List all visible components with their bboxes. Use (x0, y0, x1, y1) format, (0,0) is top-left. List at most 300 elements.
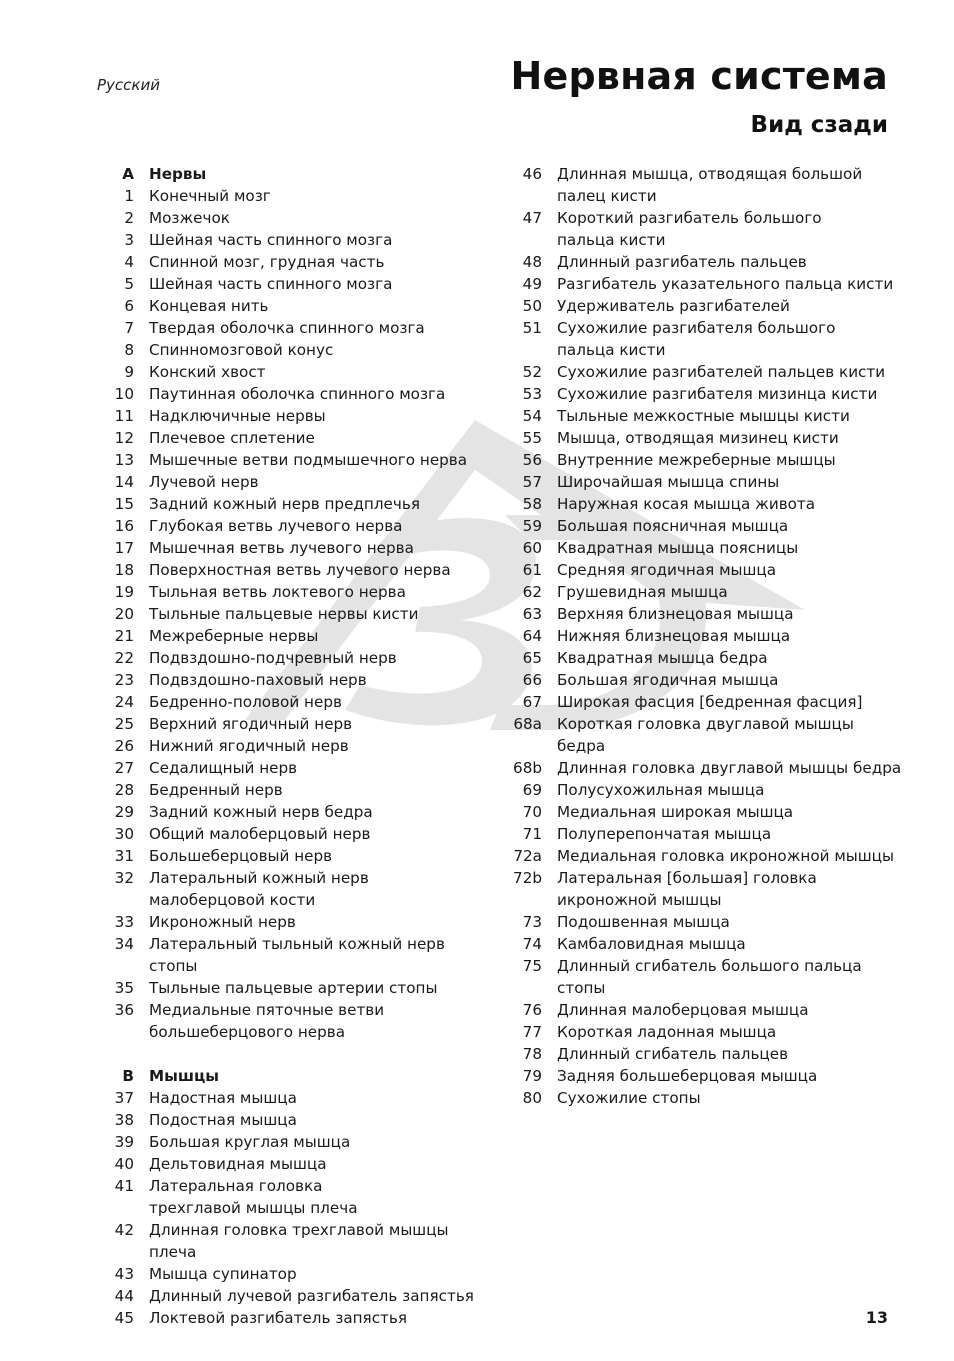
legend-text (149, 581, 497, 603)
legend-item (97, 339, 497, 361)
legend-text (149, 317, 497, 339)
legend-text (557, 669, 905, 691)
legend-text (557, 515, 905, 537)
legend-text-line: Широкая фасция [бедренная фасция] (557, 693, 863, 711)
legend-text-line: Нижняя близнецовая мышца (557, 627, 791, 645)
legend-text-line: Дельтовидная мышца (149, 1155, 327, 1173)
legend-text-line: Глубокая ветвь лучевого нерва (149, 517, 403, 535)
legend-text (557, 405, 905, 427)
legend-text-line: Седалищный нерв (149, 759, 298, 777)
legend-text-line: Грушевидная мышца (557, 583, 728, 601)
legend-item (97, 317, 497, 339)
legend-text-line: Длинный лучевой разгибатель запястья (149, 1287, 474, 1305)
legend-text (557, 163, 905, 207)
legend-text (149, 603, 497, 625)
legend-number: 59 (522, 517, 542, 535)
legend-text (557, 933, 905, 955)
legend-text-line: Икроножный нерв (149, 913, 296, 931)
legend-column-left (97, 163, 497, 1329)
legend-number: 71 (522, 825, 542, 843)
legend-text-line: Твердая оболочка спинного мозга (149, 319, 425, 337)
legend-number: 77 (522, 1023, 542, 1041)
legend-number: 12 (114, 429, 134, 447)
legend-text (557, 383, 905, 405)
legend-item (505, 955, 905, 999)
legend-item (97, 757, 497, 779)
legend-text-line: Сухожилие разгибателей пальцев кисти (557, 363, 886, 381)
legend-text (149, 735, 497, 757)
legend-text (557, 251, 905, 273)
legend-item (505, 251, 905, 273)
legend-text (149, 339, 497, 361)
legend-item (97, 251, 497, 273)
legend-text (149, 801, 497, 823)
legend-text-line: Нервы (149, 165, 207, 183)
legend-item (97, 537, 497, 559)
legend-text-line: Медиальная широкая мышца (557, 803, 794, 821)
legend-text-line: Длинный сгибатель большого пальца стопы (557, 957, 862, 997)
legend-text-line: Латеральный кожный нерв (149, 869, 369, 887)
legend-item (505, 669, 905, 691)
legend-text-line: Сухожилие стопы (557, 1089, 701, 1107)
legend-text (557, 471, 905, 493)
legend-number: 65 (522, 649, 542, 667)
legend-item (505, 933, 905, 955)
legend-item (97, 713, 497, 735)
legend-text (149, 229, 497, 251)
legend-text (149, 757, 497, 779)
legend-item (97, 427, 497, 449)
legend-text (557, 1043, 905, 1065)
legend-text-line: Шейная часть спинного мозга (149, 231, 393, 249)
legend-number: 61 (522, 561, 542, 579)
legend-number: 54 (522, 407, 542, 425)
legend-number: 7 (124, 319, 134, 337)
legend-text (557, 559, 905, 581)
legend-number: 38 (114, 1111, 134, 1129)
legend-text (557, 1087, 905, 1109)
legend-text (149, 1263, 497, 1285)
legend-item (505, 559, 905, 581)
legend-text (557, 823, 905, 845)
legend-item (97, 1285, 497, 1307)
legend-column-right (505, 163, 905, 1109)
legend-text (557, 911, 905, 933)
page-title: Нервная система (510, 54, 888, 98)
legend-text (149, 405, 497, 427)
legend-number: 73 (522, 913, 542, 931)
legend-item (97, 559, 497, 581)
legend-text-line: Большеберцовый нерв (149, 847, 333, 865)
legend-number: 27 (114, 759, 134, 777)
legend-text-line: Верхний ягодичный нерв (149, 715, 353, 733)
legend-number: 11 (114, 407, 134, 425)
legend-text-line: Верхняя близнецовая мышца (557, 605, 794, 623)
legend-text (149, 361, 497, 383)
legend-text-line: Внутренние межреберные мышцы (557, 451, 836, 469)
legend-text-line: Большая круглая мышца (149, 1133, 351, 1151)
legend-number: 76 (522, 1001, 542, 1019)
legend-number: 28 (114, 781, 134, 799)
legend-number: 32 (114, 869, 134, 887)
legend-item (97, 603, 497, 625)
legend-number: 64 (522, 627, 542, 645)
legend-text-line: Длинный разгибатель пальцев (557, 253, 807, 271)
legend-number: 10 (114, 385, 134, 403)
legend-text-line: Задний кожный нерв бедра (149, 803, 373, 821)
legend-text (557, 845, 905, 867)
legend-text (557, 779, 905, 801)
legend-text (149, 163, 497, 185)
legend-item (97, 1263, 497, 1285)
legend-number: 50 (522, 297, 542, 315)
legend-number: 35 (114, 979, 134, 997)
legend-item (97, 1087, 497, 1109)
legend-number: A (122, 165, 134, 183)
legend-number: 41 (114, 1177, 134, 1195)
legend-text-line: Плечевое сплетение (149, 429, 315, 447)
legend-item (505, 1021, 905, 1043)
legend-number: 2 (124, 209, 134, 227)
legend-text (557, 625, 905, 647)
legend-text-line: Мышца, отводящая мизинец кисти (557, 429, 839, 447)
legend-text (557, 867, 905, 911)
legend-number: 33 (114, 913, 134, 931)
legend-text-line: Задняя большеберцовая мышца (557, 1067, 818, 1085)
legend-number: 51 (522, 319, 542, 337)
legend-number: 24 (114, 693, 134, 711)
legend-number: 15 (114, 495, 134, 513)
legend-number: 18 (114, 561, 134, 579)
legend-number: 29 (114, 803, 134, 821)
legend-text (149, 251, 497, 273)
legend-item (97, 383, 497, 405)
legend-text-line: Латеральная [большая] головка (557, 869, 817, 887)
legend-item (97, 1307, 497, 1329)
legend-text-line: Камбаловидная мышца (557, 935, 746, 953)
legend-text-line: Медиальные пяточные ветви (149, 1001, 385, 1019)
legend-number: 66 (522, 671, 542, 689)
legend-text-line: Квадратная мышца бедра (557, 649, 768, 667)
legend-item (505, 625, 905, 647)
legend-text-line: Тыльные межкостные мышцы кисти (557, 407, 850, 425)
legend-text (557, 955, 905, 999)
legend-item (505, 537, 905, 559)
section-header (97, 163, 497, 185)
legend-text (149, 911, 497, 933)
legend-text (557, 207, 905, 251)
legend-item (505, 845, 905, 867)
legend-item (97, 669, 497, 691)
legend-number: 14 (114, 473, 134, 491)
legend-number: 40 (114, 1155, 134, 1173)
legend-text-line: Подвздошно-паховый нерв (149, 671, 367, 689)
legend-number: 60 (522, 539, 542, 557)
legend-item (505, 493, 905, 515)
legend-item (505, 449, 905, 471)
legend-item (505, 163, 905, 207)
legend-text-line: Подвздошно-подчревный нерв (149, 649, 397, 667)
legend-text (557, 493, 905, 515)
legend-text (557, 427, 905, 449)
legend-text-line: Длинная головка двуглавой мышцы бедра (557, 759, 902, 777)
legend-text (149, 427, 497, 449)
legend-text (149, 779, 497, 801)
legend-item (505, 801, 905, 823)
legend-number: 20 (114, 605, 134, 623)
legend-text-line: Средняя ягодичная мышца (557, 561, 777, 579)
legend-item (505, 273, 905, 295)
legend-text (149, 471, 497, 493)
legend-text-line: Бедренный нерв (149, 781, 283, 799)
legend-item (97, 735, 497, 757)
legend-text (149, 1285, 497, 1307)
legend-item (97, 1109, 497, 1131)
legend-number: 69 (522, 781, 542, 799)
legend-text-line: Поверхностная ветвь лучевого нерва (149, 561, 451, 579)
legend-number: 8 (124, 341, 134, 359)
legend-text-line: Полуперепончатая мышца (557, 825, 772, 843)
legend-number: 48 (522, 253, 542, 271)
legend-number: 46 (522, 165, 542, 183)
legend-number: 19 (114, 583, 134, 601)
legend-text (149, 383, 497, 405)
legend-item (97, 207, 497, 229)
legend-item (505, 427, 905, 449)
legend-text (557, 361, 905, 383)
legend-number: 78 (522, 1045, 542, 1063)
legend-text-line: Концевая нить (149, 297, 269, 315)
legend-text (149, 273, 497, 295)
legend-text-line: малоберцовой кости (149, 891, 316, 909)
legend-text (149, 933, 497, 977)
legend-item (505, 1043, 905, 1065)
legend-number: 21 (114, 627, 134, 645)
legend-text-line: Надостная мышца (149, 1089, 297, 1107)
legend-number: 57 (522, 473, 542, 491)
legend-text-line: Межреберные нервы (149, 627, 319, 645)
legend-text-line: Мышечные ветви подмышечного нерва (149, 451, 468, 469)
section-header (97, 1065, 497, 1087)
legend-item (505, 471, 905, 493)
legend-text-line: Шейная часть спинного мозга (149, 275, 393, 293)
legend-text (557, 647, 905, 669)
legend-text-line: Длинный сгибатель пальцев (557, 1045, 789, 1063)
legend-item (505, 867, 905, 911)
legend-item (97, 867, 497, 911)
legend-number: 26 (114, 737, 134, 755)
legend-text (149, 647, 497, 669)
legend-text-line: Подостная мышца (149, 1111, 297, 1129)
legend-number: 23 (114, 671, 134, 689)
legend-text-line: Широчайшая мышца спины (557, 473, 780, 491)
legend-text-line: Мозжечок (149, 209, 230, 227)
legend-number: 72a (513, 847, 542, 865)
legend-text (557, 581, 905, 603)
legend-text (149, 1131, 497, 1153)
legend-text (149, 537, 497, 559)
legend-number: B (122, 1067, 134, 1085)
legend-text (557, 295, 905, 317)
legend-item (97, 515, 497, 537)
legend-text-line: Нижний ягодичный нерв (149, 737, 349, 755)
legend-item (505, 295, 905, 317)
legend-item (97, 1175, 497, 1219)
legend-number: 68a (513, 715, 542, 733)
legend-text-line: Разгибатель указательного пальца кисти (557, 275, 894, 293)
legend-item (97, 977, 497, 999)
legend-item (505, 911, 905, 933)
legend-text-line: Конский хвост (149, 363, 266, 381)
legend-item (97, 911, 497, 933)
legend-text (149, 999, 497, 1043)
legend-text (149, 493, 497, 515)
legend-number: 3 (124, 231, 134, 249)
legend-text-line: Латеральный тыльный кожный нерв стопы (149, 935, 445, 975)
legend-number: 5 (124, 275, 134, 293)
legend-text (557, 713, 905, 757)
legend-item (97, 647, 497, 669)
legend-text (149, 713, 497, 735)
legend-number: 45 (114, 1309, 134, 1327)
legend-text (149, 823, 497, 845)
legend-text-line: Длинная мышца, отводящая большой (557, 165, 863, 183)
legend-text-line: Короткий разгибатель большого (557, 209, 822, 227)
legend-text-line: Надключичные нервы (149, 407, 326, 425)
legend-text (557, 757, 905, 779)
legend-number: 53 (522, 385, 542, 403)
legend-item (505, 581, 905, 603)
legend-number: 63 (522, 605, 542, 623)
legend-text (149, 1153, 497, 1175)
legend-item (505, 647, 905, 669)
legend-item (97, 295, 497, 317)
legend-number: 44 (114, 1287, 134, 1305)
legend-number: 70 (522, 803, 542, 821)
legend-text-line: Длинная головка трехглавой мышцы плеча (149, 1221, 449, 1261)
legend-item (97, 361, 497, 383)
legend-number: 68b (513, 759, 542, 777)
legend-text-line: Паутинная оболочка спинного мозга (149, 385, 446, 403)
legend-number: 1 (124, 187, 134, 205)
legend-number: 74 (522, 935, 542, 953)
legend-text-line: Наружная косая мышца живота (557, 495, 816, 513)
legend-number: 62 (522, 583, 542, 601)
legend-text-line: Локтевой разгибатель запястья (149, 1309, 407, 1327)
legend-number: 75 (522, 957, 542, 975)
legend-text (557, 999, 905, 1021)
legend-number: 55 (522, 429, 542, 447)
legend-text-line: Удерживатель разгибателей (557, 297, 790, 315)
legend-item (505, 317, 905, 361)
legend-number: 37 (114, 1089, 134, 1107)
legend-number: 17 (114, 539, 134, 557)
legend-text (149, 1087, 497, 1109)
legend-item (97, 691, 497, 713)
legend-item (505, 1065, 905, 1087)
legend-text (557, 537, 905, 559)
legend-item (505, 603, 905, 625)
language-label: Русский (97, 76, 160, 94)
legend-number: 25 (114, 715, 134, 733)
legend-number: 30 (114, 825, 134, 843)
legend-text-line: Спинномозговой конус (149, 341, 334, 359)
legend-item (505, 1087, 905, 1109)
legend-item (505, 515, 905, 537)
legend-text-line: Большая поясничная мышца (557, 517, 789, 535)
legend-text-line: Спинной мозг, грудная часть (149, 253, 385, 271)
legend-number: 72b (513, 869, 542, 887)
legend-item (505, 713, 905, 757)
legend-text-line: икроножной мышцы (557, 891, 722, 909)
legend-number: 79 (522, 1067, 542, 1085)
legend-number: 58 (522, 495, 542, 513)
legend-item (97, 581, 497, 603)
legend-item (97, 823, 497, 845)
legend-item (97, 845, 497, 867)
legend-number: 4 (124, 253, 134, 271)
legend-text (149, 691, 497, 713)
legend-text (149, 1219, 497, 1263)
legend-item (505, 691, 905, 713)
legend-number: 22 (114, 649, 134, 667)
legend-text-line: пальца кисти (557, 341, 666, 359)
legend-text (149, 845, 497, 867)
section-gap (97, 1043, 497, 1065)
legend-number: 47 (522, 209, 542, 227)
legend-text-line: Длинная малоберцовая мышца (557, 1001, 809, 1019)
legend-item (97, 933, 497, 977)
legend-number: 13 (114, 451, 134, 469)
legend-text (149, 559, 497, 581)
legend-text (149, 867, 497, 911)
legend-number: 43 (114, 1265, 134, 1283)
legend-item (97, 999, 497, 1043)
legend-number: 39 (114, 1133, 134, 1151)
legend-text-line: Полусухожильная мышца (557, 781, 765, 799)
legend-text-line: пальца кисти (557, 231, 666, 249)
legend-item (505, 999, 905, 1021)
legend-text-line: Медиальная головка икроножной мышцы (557, 847, 894, 865)
legend-item (97, 493, 497, 515)
legend-text-line: Мышечная ветвь лучевого нерва (149, 539, 414, 557)
legend-text-line: Короткая ладонная мышца (557, 1023, 777, 1041)
legend-item (97, 801, 497, 823)
legend-text-line: Общий малоберцовый нерв (149, 825, 371, 843)
legend-number: 9 (124, 363, 134, 381)
legend-text (149, 449, 497, 471)
legend-item (505, 823, 905, 845)
legend-text-line: Большая ягодичная мышца (557, 671, 779, 689)
legend-text-line: Конечный мозг (149, 187, 271, 205)
legend-text-line: большеберцового нерва (149, 1023, 346, 1041)
legend-number: 36 (114, 1001, 134, 1019)
legend-item (97, 625, 497, 647)
legend-number: 80 (522, 1089, 542, 1107)
legend-item (505, 383, 905, 405)
legend-item (505, 207, 905, 251)
legend-item (97, 273, 497, 295)
legend-text-line: Тыльные пальцевые артерии стопы (149, 979, 438, 997)
legend-item (97, 405, 497, 427)
legend-number: 52 (522, 363, 542, 381)
legend-text (149, 185, 497, 207)
legend-item (97, 185, 497, 207)
legend-text-line: Тыльная ветвь локтевого нерва (149, 583, 406, 601)
legend-text (557, 603, 905, 625)
legend-text-line: палец кисти (557, 187, 657, 205)
page-number: 13 (865, 1308, 888, 1327)
